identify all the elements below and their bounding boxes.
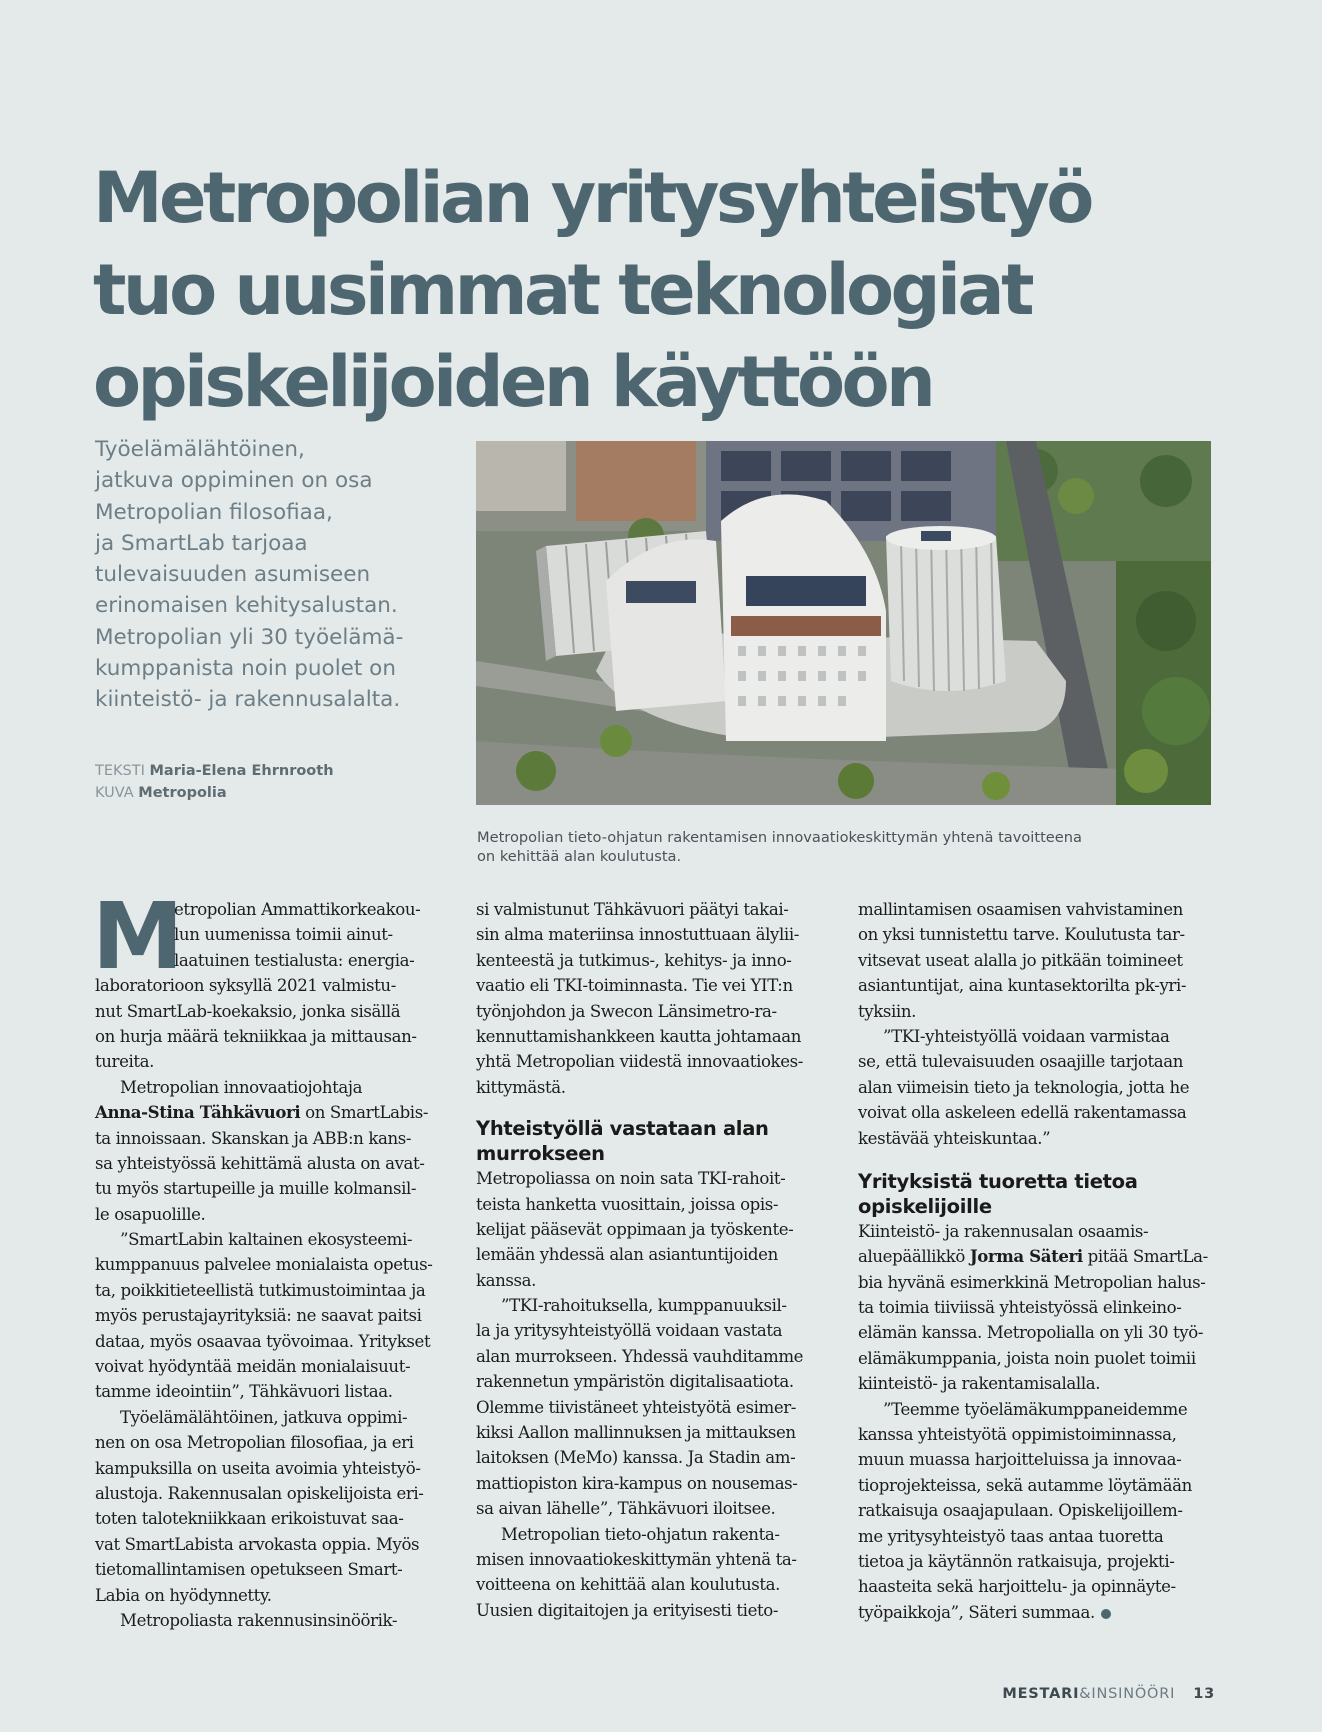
body-line: muun muassa harjoitteluissa ja innovaa- [858, 1450, 1182, 1470]
body-line: voitteena on kehittää alan koulutusta. [476, 1575, 781, 1595]
body-line: la ja yritysyhteistyöllä voidaan vastata [476, 1321, 783, 1341]
body-line: kittymästä. [476, 1077, 566, 1097]
body-line: voivat olla askeleen edellä rakentamassa [858, 1103, 1187, 1123]
aerial-campus-photo [476, 441, 1211, 805]
body-line: alan murrokseen. Yhdessä vauhditamme [476, 1346, 804, 1366]
body-line: tu myös startupeille ja muille kolmansil- [95, 1179, 417, 1199]
body-column-3 [858, 897, 1208, 1625]
body-line: Työelämälähtöinen, jatkuva oppimi- [120, 1407, 408, 1427]
magazine-name-separator: & [1079, 1686, 1092, 1702]
body-line: lemään yhdessä alan asiantuntijoiden [476, 1245, 778, 1265]
body-line: Metropoliassa on noin sata TKI-rahoit- [476, 1169, 786, 1189]
body-line: elämän kanssa. Metropolialla on yli 30 työ- [858, 1323, 1204, 1343]
body-line: Metropolian innovaatiojohtaja [120, 1077, 363, 1097]
subheading-line: Yrityksistä tuoretta tietoa [858, 1169, 1138, 1193]
body-line: tyksiin. [858, 1001, 916, 1021]
body-line: elämäkumppania, joista noin puolet toimii [858, 1348, 1196, 1368]
body-line: yhtä Metropolian viidestä innovaatiokes- [476, 1052, 803, 1072]
body-line: alustoja. Rakennusalan opiskelijoista eri- [95, 1483, 424, 1503]
body-line: tietoa ja käytännön ratkaisuja, projekti- [858, 1551, 1175, 1571]
page-number: 13 [1193, 1686, 1215, 1702]
body-line: ”TKI-yhteistyöllä voidaan varmistaa [883, 1026, 1170, 1046]
body-line: kenteestä ja tutkimus-, kehitys- ja inno- [476, 950, 792, 970]
body-line: ta innoissaan. Skanskan ja ABB:n kans- [95, 1128, 412, 1148]
text-credit [95, 760, 334, 782]
body-text: on SmartLabis- [300, 1103, 429, 1123]
body-line: laatuinen testialusta: energia- [174, 950, 415, 970]
body-line: sin alma materiinsa innostuttuaan älylii- [476, 925, 799, 945]
article-lead [95, 434, 445, 716]
body-line: Olemme tiivistäneet yhteistyötä esimer- [476, 1397, 796, 1417]
caption-line: Metropolian tieto-ohjatun rakentamisen innovaatiokeskittymän yhtenä tavoitteena [477, 829, 1082, 846]
body-column-2 [476, 897, 821, 1623]
body-line: on hurja määrä tekniikkaa ja mittausan- [95, 1026, 417, 1046]
body-line: rakennetun ympäristön digitalisaatiota. [476, 1372, 794, 1392]
body-line: kiksi Aallon mallinnuksen ja mittauksen [476, 1423, 796, 1443]
body-line: nut SmartLab-koekaksio, jonka sisällä [95, 1001, 401, 1021]
person-name: Jorma Säteri [969, 1246, 1083, 1267]
body-line: misen innovaatiokeskittymän yhtenä ta- [476, 1549, 797, 1569]
body-line: mallintamisen osaamisen vahvistaminen [858, 900, 1183, 919]
body-line: laitoksen (MeMo) kanssa. Ja Stadin am- [476, 1448, 796, 1468]
drop-cap: M [92, 883, 182, 990]
lead-line: erinomaisen kehitysalustan. [95, 593, 398, 619]
lead-line: kumppanista noin puolet on [95, 656, 396, 682]
body-line: haasteita sekä harjoittelu- ja opinnäyte- [858, 1577, 1176, 1597]
subheading-line: murrokseen [476, 1142, 605, 1166]
magazine-name: MESTARI [1002, 1686, 1080, 1702]
lead-line: tulevaisuuden asumiseen [95, 562, 371, 588]
body-line: kampuksilla on useita avoimia yhteistyö- [95, 1458, 421, 1478]
body-line: dataa, myös osaavaa työvoimaa. Yritykset [95, 1331, 431, 1351]
title-line: opiskelijoiden käyttöön [93, 341, 933, 423]
title-line: tuo uusimmat teknologiat [93, 249, 1031, 331]
body-line: ”TKI-rahoituksella, kumppanuuksil- [501, 1296, 787, 1316]
body-line: ”SmartLabin kaltainen ekosysteemi- [120, 1230, 413, 1250]
body-line: si valmistunut Tähkävuori päätyi takai- [476, 900, 789, 919]
body-line: myös perustajayrityksiä: ne saavat paitsi [95, 1306, 422, 1326]
magazine-name-suffix: INSINÖÖRI [1091, 1686, 1176, 1702]
body-line: bia hyvänä esimerkkinä Metropolian halus- [858, 1272, 1206, 1292]
credit-label: KUVA [95, 785, 134, 801]
body-text: työpaikkoja”, Säteri summaa. [858, 1602, 1095, 1622]
person-name: Anna-Stina Tähkävuori [95, 1102, 301, 1123]
body-line: me yritysyhteistyö taas antaa tuoretta [858, 1526, 1164, 1546]
body-line: asiantuntijat, aina kuntasektorilta pk-yri- [858, 976, 1187, 996]
credit-author: Maria-Elena Ehrnrooth [149, 763, 334, 779]
lead-line: Metropolian yli 30 työelämä- [95, 624, 404, 650]
body-line: lun uumenissa toimii ainut- [174, 925, 393, 945]
body-line: vat SmartLabista arvokasta oppia. Myös [95, 1534, 420, 1554]
body-line: teista hanketta vuosittain, joissa opis- [476, 1194, 779, 1214]
body-text: pitää SmartLa- [1082, 1247, 1208, 1267]
body-line: ”Teemme työelämäkumppaneidemme [883, 1399, 1188, 1419]
body-line: ratkaisuja osaajapulaan. Opiskelijoillem- [858, 1501, 1183, 1521]
body-line [858, 1244, 1208, 1269]
body-line: Kiinteistö- ja rakennusalan osaamis- [858, 1221, 1149, 1241]
title-line: Metropolian yritysyhteistyö [93, 157, 1091, 239]
body-line [95, 1100, 440, 1125]
body-line: mattiopiston kira-kampus on nousemas- [476, 1473, 798, 1493]
body-line: Metropoliasta rakennusinsinöörik- [120, 1610, 398, 1630]
body-line: tietomallintamisen opetukseen Smart- [95, 1560, 403, 1580]
body-line: voivat hyödyntää meidän monialaisuut- [95, 1357, 411, 1377]
body-line: vaatio eli TKI-toiminnasta. Tie vei YIT:n [476, 976, 793, 996]
photo-credit [95, 782, 334, 804]
body-line: ta toimia tiiviissä yhteistyössä elinkeino- [858, 1298, 1182, 1318]
body-line: tureita. [95, 1052, 155, 1072]
body-line: se, että tulevaisuuden osaajille tarjotaan [858, 1052, 1183, 1072]
body-line: kennuttamishankkeen kautta johtamaan [476, 1026, 802, 1046]
page-footer [1002, 1686, 1215, 1702]
body-line: laboratorioon syksyllä 2021 valmistu- [95, 976, 396, 996]
photo-caption [477, 828, 1197, 866]
body-line: on yksi tunnistettu tarve. Koulutusta tar- [858, 925, 1185, 945]
body-line: kiinteistö- ja rakentamisalalla. [858, 1374, 1101, 1394]
body-text: aluepäällikkö [858, 1247, 970, 1267]
body-line: kumppanuus palvelee monialaista opetus- [95, 1255, 433, 1275]
end-mark-icon [1101, 1609, 1111, 1619]
subheading [476, 1116, 821, 1166]
subheading-line: opiskelijoille [858, 1194, 992, 1218]
body-line: Uusien digitaitojen ja erityisesti tieto- [476, 1600, 779, 1620]
body-line: nen on osa Metropolian filosofiaa, ja eri [95, 1433, 414, 1453]
body-line: tioprojekteissa, sekä autamme löytämään [858, 1475, 1192, 1495]
body-line: ta, poikkitieteellistä tutkimustoimintaa ja [95, 1280, 426, 1300]
article-title [93, 152, 1273, 428]
lead-line: Metropolian filosofiaa, [95, 499, 333, 525]
body-line: kestävää yhteiskuntaa.” [858, 1128, 1051, 1148]
article-credits [95, 760, 334, 804]
body-line: Labia on hyödynnetty. [95, 1585, 272, 1605]
body-line: kanssa. [476, 1270, 537, 1290]
body-line: Metropolian tieto-ohjatun rakenta- [501, 1524, 780, 1544]
lead-line: Työelämälähtöinen, [95, 437, 305, 462]
lead-line: kiinteistö- ja rakennusalalta. [95, 687, 401, 713]
body-line: vitsevat useat alalla jo pitkään toimineet [858, 950, 1183, 970]
body-column-1 [95, 897, 440, 1633]
credit-author: Metropolia [138, 785, 227, 801]
body-line [858, 1600, 1203, 1625]
body-line: toten talotekniikkaan erikoistuvat saa- [95, 1509, 404, 1529]
body-line: työnjohdon ja Swecon Länsimetro-ra- [476, 1001, 777, 1021]
body-line: tamme ideointiin”, Tähkävuori listaa. [95, 1382, 393, 1402]
subheading-line: Yhteistyöllä vastataan alan [476, 1117, 769, 1141]
body-line: kelijat pääsevät oppimaan ja työskente- [476, 1219, 794, 1239]
body-line: kanssa yhteistyötä oppimistoiminnassa, [858, 1425, 1177, 1445]
body-line: etropolian Ammattikorkeakou- [174, 900, 421, 919]
caption-line: on kehittää alan koulutusta. [477, 848, 682, 865]
body-line: le osapuolille. [95, 1204, 206, 1224]
lead-line: jatkuva oppiminen on osa [95, 468, 373, 494]
subheading [858, 1169, 1203, 1219]
body-line: alan viimeisin tieto ja teknologia, jotta he [858, 1077, 1190, 1097]
body-line: sa aivan lähelle”, Tähkävuori iloitsee. [476, 1499, 776, 1519]
body-line: sa yhteistyössä kehittämä alusta on avat- [95, 1153, 425, 1173]
credit-label: TEKSTI [95, 763, 145, 779]
lead-line: ja SmartLab tarjoaa [95, 530, 308, 556]
